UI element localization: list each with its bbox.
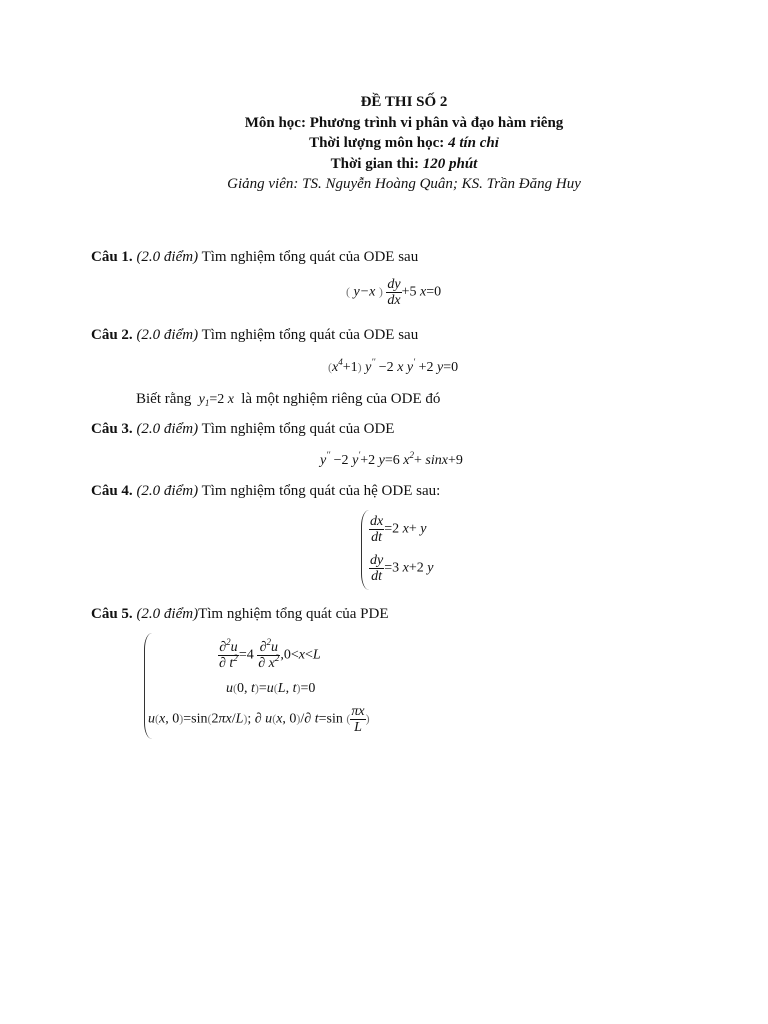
equation-q2: $(x^4+1)$ y′′ −2 x y′ +2 y=0 bbox=[328, 357, 459, 375]
exam-header bbox=[0, 92, 768, 195]
duration-line bbox=[0, 133, 768, 154]
question-5 bbox=[91, 605, 388, 623]
question-number: Câu 3. bbox=[91, 421, 133, 437]
exam-time-value: 120 phút bbox=[422, 155, 478, 172]
system-brace bbox=[361, 510, 369, 590]
exam-title: ĐỀ THI SỐ 2 bbox=[360, 94, 448, 110]
subject-name: Phương trình vi phân và đạo hàm riêng bbox=[309, 114, 564, 131]
question-number: Câu 4. bbox=[91, 483, 133, 499]
subject-label: Môn học: bbox=[244, 114, 306, 131]
equation-q5-line2: u(0, t)=u(L, t)=0 bbox=[226, 681, 316, 696]
question-points: (2.0 điểm) bbox=[136, 327, 199, 343]
question-4 bbox=[91, 482, 440, 500]
equation-q4-line2: $\frac{dy}{dt}$ =3 x+2 y bbox=[370, 553, 434, 584]
question-text: Tìm nghiệm tổng quát của ODE sau bbox=[201, 327, 419, 343]
question-number: Câu 2. bbox=[91, 327, 133, 343]
question-2 bbox=[91, 326, 418, 344]
exam-time-label: Thời gian thi: bbox=[330, 155, 419, 172]
question-number: Câu 5. bbox=[91, 606, 133, 622]
question-number: Câu 1. bbox=[91, 249, 133, 265]
note-suffix: là một nghiệm riêng của ODE đó bbox=[241, 391, 441, 407]
subject-line bbox=[0, 113, 768, 134]
question-text: Tìm nghiệm tổng quát của PDE bbox=[198, 606, 389, 622]
question-2-note bbox=[136, 390, 440, 408]
duration-value: 4 tín chỉ bbox=[448, 135, 499, 151]
equation-q1: ( y−x ) $\frac{dy}{dx}$ +5 x=0 bbox=[346, 277, 442, 308]
question-points: (2.0 điểm) bbox=[136, 249, 199, 265]
particular-solution: $y_1=2$ x bbox=[195, 392, 238, 408]
exam-time-line bbox=[0, 154, 768, 175]
note-prefix: Biết rằng bbox=[136, 391, 192, 407]
question-1 bbox=[91, 248, 418, 266]
question-text: Tìm nghiệm tổng quát của ODE bbox=[201, 421, 395, 437]
question-points: (2.0 điểm) bbox=[136, 606, 199, 622]
equation-q4-line1: $\frac{dx}{dt}$ =2 x+ y bbox=[370, 514, 427, 545]
question-text: Tìm nghiệm tổng quát của hệ ODE sau: bbox=[201, 483, 441, 499]
equation-q5-line3: u(x, 0)=sin(2πx/L); ∂ u(x, 0)/∂ t=sin ( $\frac{\pi x}{L}$ ) bbox=[148, 704, 370, 735]
question-text: Tìm nghiệm tổng quát của ODE sau bbox=[201, 249, 419, 265]
question-points: (2.0 điểm) bbox=[136, 483, 199, 499]
question-points: (2.0 điểm) bbox=[136, 421, 199, 437]
duration-label: Thời lượng môn học: bbox=[309, 135, 445, 151]
equation-q5-line1: $\frac{\partial^2u}{\partial t^2}$ =4 $\frac{\partial^2u}{\partial x^2}$ ,0<x<L bbox=[219, 637, 321, 671]
equation-q3: y′′ −2 y′+2 y=6 $x^2+ \sin x+9$ bbox=[320, 450, 463, 468]
question-3 bbox=[91, 420, 394, 438]
lecturers-line: Giảng viên: TS. Nguyễn Hoàng Quân; KS. Trần Đăng Huy bbox=[227, 176, 581, 192]
